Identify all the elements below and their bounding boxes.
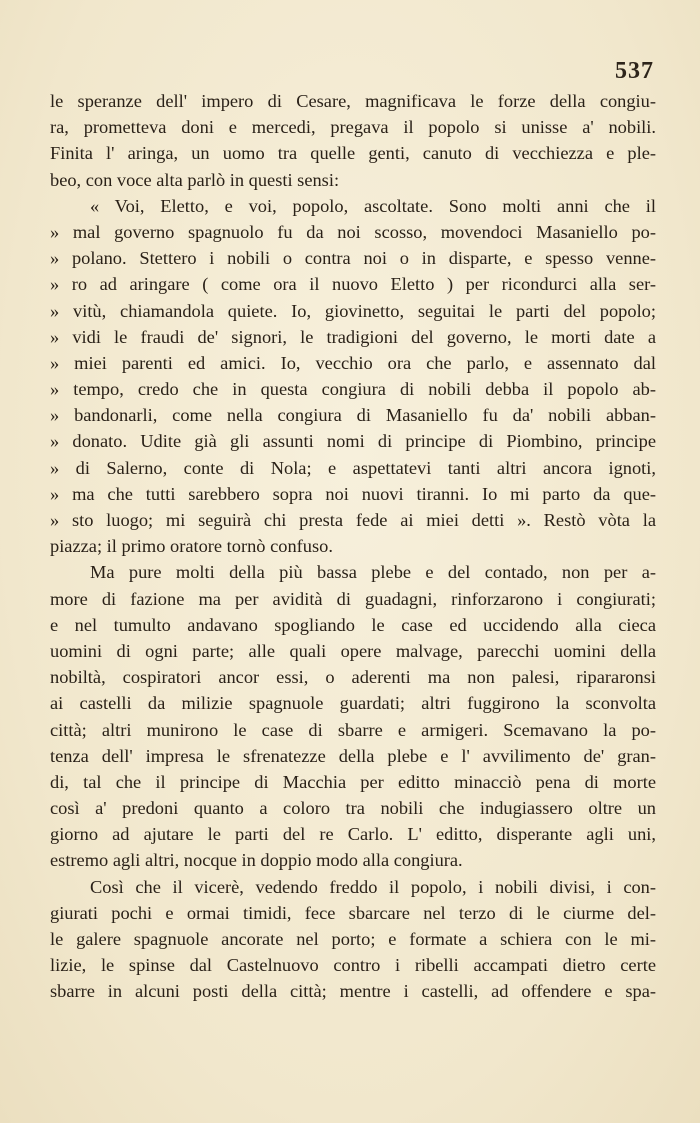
text-line: sbarre in alcuni posti della città; mentre i castelli, ad offendere e spa- <box>50 981 656 1002</box>
text-line: Finita l' aringa, un uomo tra quelle genti, canuto di vecchiezza e ple- <box>50 143 656 164</box>
text-line: » ro ad aringare ( come ora il nuovo Eletto ) per ricondurci alla ser- <box>50 274 656 295</box>
text-line: » tempo, credo che in questa congiura di nobili debba il popolo ab- <box>50 379 656 400</box>
text-line: estremo agli altri, nocque in doppio modo alla congiura. <box>50 850 463 871</box>
text-line: ra, prometteva doni e mercedi, pregava il popolo si unisse a' nobili. <box>50 117 656 138</box>
text-line: tenza dell' impresa le sfrenatezze della plebe e l' avvilimento de' gran- <box>50 745 656 766</box>
text-line: le speranze dell' impero di Cesare, magnificava le forze della congiu- <box>50 91 656 111</box>
text-line: le galere spagnuole ancorate nel porto; e formate a schiera con le mi- <box>50 929 656 949</box>
text-line: « Voi, Eletto, e voi, popolo, ascoltate. Sono molti anni che il <box>90 195 656 216</box>
text-line: » di Salerno, conte di Nola; e aspettatevi tanti altri ancora ignoti, <box>50 457 656 478</box>
text-line: nobiltà, cospiratori ancor essi, o aderenti ma non palesi, ripararonsi <box>50 667 656 688</box>
text-line: ai castelli da milizie spagnuole guardati; altri fuggirono la sconvolta <box>50 693 656 714</box>
text-line: » sto luogo; mi seguirà chi presta fede ai miei detti ». Restò vòta la <box>50 510 656 530</box>
text-line: » polano. Stettero i nobili o contra noi o in disparte, e spesso venne- <box>50 248 656 269</box>
text-line: di, tal che il principe di Macchia per editto minacciò pena di morte <box>50 771 656 792</box>
page-number: 537 <box>615 58 654 84</box>
text-line: » bandonarli, come nella congiura di Masaniello fu da' nobili abban- <box>50 405 656 426</box>
text-line: » ma che tutti sarebbero sopra noi nuovi tiranni. Io mi parto da que- <box>50 483 656 504</box>
text-line: e nel tumulto andavano spogliando le case ed uccidendo alla cieca <box>50 614 656 635</box>
text-line: beo, con voce alta parlò in questi sensi: <box>50 169 340 190</box>
text-line: piazza; il primo oratore tornò confuso. <box>50 536 333 557</box>
text-line: lizie, le spinse dal Castelnuovo contro i ribelli accampati dietro certe <box>50 955 656 976</box>
text-line: così a' predoni quanto a coloro tra nobili che indugiassero oltre un <box>50 798 656 819</box>
text-line: Così che il vicerè, vedendo freddo il popolo, i nobili divisi, i con- <box>90 876 656 897</box>
text-line: Ma pure molti della più bassa plebe e del contado, non per a- <box>90 562 656 583</box>
text-line: » miei parenti ed amici. Io, vecchio ora che parlo, e assennato dal <box>50 352 656 373</box>
text-line: » mal governo spagnuolo fu da noi scosso, movendoci Masaniello po- <box>50 221 656 242</box>
text-line: giurati pochi e ormai timidi, fece sbarcare nel terzo di le ciurme del- <box>50 902 656 923</box>
text-line: more di fazione ma per avidità di guadagni, rinforzarono i congiurati; <box>50 588 656 609</box>
text-line: uomini di ogni parte; alle quali opere malvage, parecchi uomini della <box>50 640 656 661</box>
text-line: » vitù, chiamandola quiete. Io, giovinetto, seguitai le parti del popolo; <box>50 300 656 321</box>
text-line: » donato. Udite già gli assunti nomi di principe di Piombino, principe <box>50 431 656 452</box>
text-line: giorno ad ajutare le parti del re Carlo. L' editto, disperante agli uni, <box>50 824 656 845</box>
text-line: » vidi le fraudi de' signori, le tradigioni del governo, le morti date a <box>50 326 656 347</box>
text-line: città; altri munirono le case di sbarre e armigeri. Scemavano la po- <box>50 719 656 740</box>
body-text <box>50 88 656 1005</box>
